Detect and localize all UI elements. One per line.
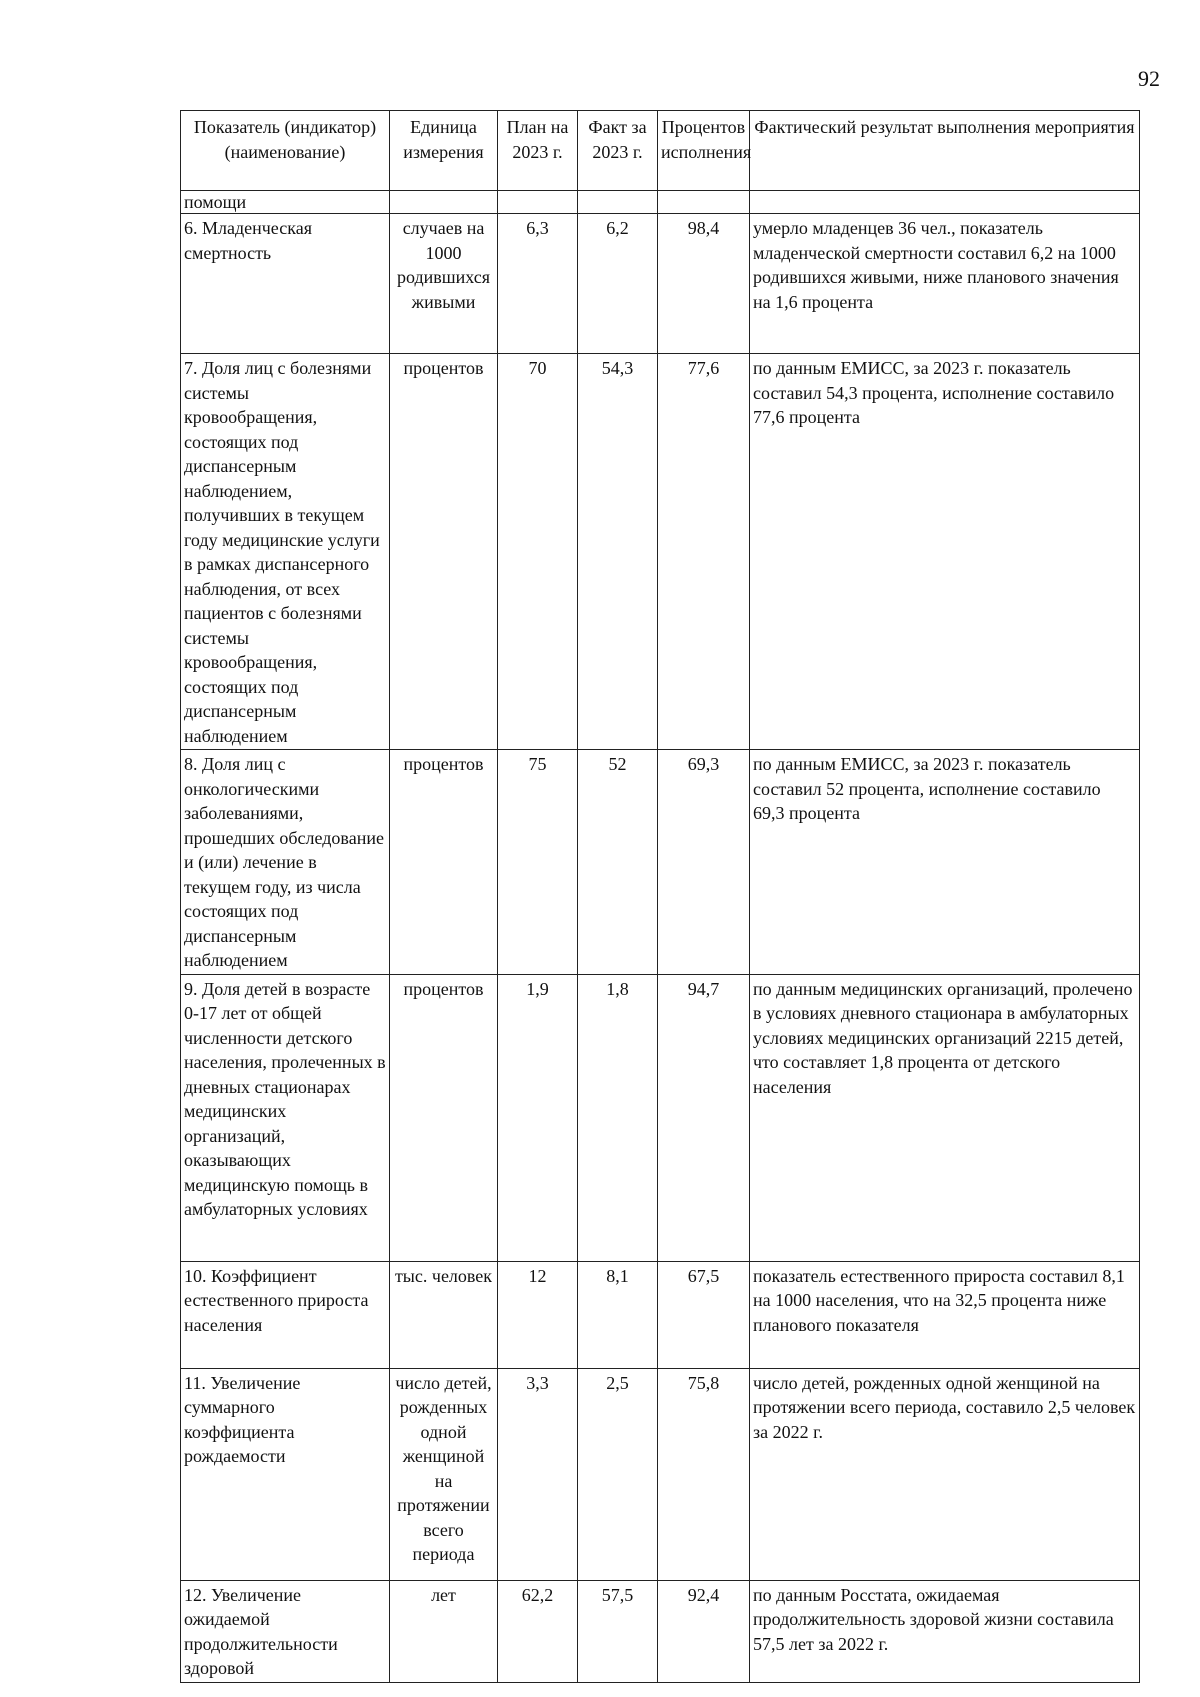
percent-cell: 77,6 bbox=[658, 354, 750, 750]
header-fact: Факт за 2023 г. bbox=[578, 111, 658, 191]
indicator-cell: 7. Доля лиц с болезнями системы кровообращения, состоящих под диспансерным наблюдением, получивших в текущем году медицинские услуги в рамках диспансерного наблюдения, от всех пациентов с болезнями системы кровообращения, состоящих под диспансерным наблюдением bbox=[181, 354, 390, 750]
continuation-text: помощи bbox=[181, 191, 390, 214]
indicator-cell: 12. Увеличение ожидаемой продолжительности здоровой bbox=[181, 1580, 390, 1682]
header-unit: Единица измерения bbox=[390, 111, 498, 191]
indicator-cell: 8. Доля лиц с онкологическими заболеваниями, прошедших обследование и (или) лечение в текущем году, из числа состоящих под диспансерным наблюдением bbox=[181, 750, 390, 975]
fact-cell: 52 bbox=[578, 750, 658, 975]
fact-cell: 6,2 bbox=[578, 214, 658, 354]
plan-cell: 6,3 bbox=[498, 214, 578, 354]
plan-cell: 75 bbox=[498, 750, 578, 975]
result-cell: по данным ЕМИСС, за 2023 г. показатель составил 52 процента, исполнение составило 69,3 процента bbox=[750, 750, 1140, 975]
unit-cell: процентов bbox=[390, 354, 498, 750]
table-row-continuation bbox=[181, 191, 1140, 214]
table-row bbox=[181, 974, 1140, 1261]
result-cell: по данным медицинских организаций, пролечено в условиях дневного стационара в амбулаторных условиях медицинских организаций 2215 детей, что составляет 1,8 процента от детского населения bbox=[750, 974, 1140, 1261]
table-header-row bbox=[181, 111, 1140, 191]
table-row bbox=[181, 214, 1140, 354]
plan-cell: 3,3 bbox=[498, 1368, 578, 1580]
unit-cell: число детей, рожденных одной женщиной на протяжении всего периода bbox=[390, 1368, 498, 1580]
header-plan: План на 2023 г. bbox=[498, 111, 578, 191]
indicator-cell: 9. Доля детей в возрасте 0-17 лет от общей численности детского населения, пролеченных в дневных стационарах медицинских организаций, оказывающих медицинскую помощь в амбулаторных условиях bbox=[181, 974, 390, 1261]
fact-cell: 2,5 bbox=[578, 1368, 658, 1580]
fact-cell: 54,3 bbox=[578, 354, 658, 750]
plan-cell: 12 bbox=[498, 1261, 578, 1368]
plan-cell: 62,2 bbox=[498, 1580, 578, 1682]
unit-cell: процентов bbox=[390, 974, 498, 1261]
result-cell: по данным ЕМИСС, за 2023 г. показатель составил 54,3 процента, исполнение составило 77,6 процента bbox=[750, 354, 1140, 750]
indicator-cell: 6. Младенческая смертность bbox=[181, 214, 390, 354]
result-cell: по данным Росстата, ожидаемая продолжительность здоровой жизни составила 57,5 лет за 2022 г. bbox=[750, 1580, 1140, 1682]
table-row bbox=[181, 750, 1140, 975]
fact-cell: 1,8 bbox=[578, 974, 658, 1261]
fact-cell: 57,5 bbox=[578, 1580, 658, 1682]
table-row bbox=[181, 1261, 1140, 1368]
table-row bbox=[181, 1580, 1140, 1682]
result-cell: умерло младенцев 36 чел., показатель младенческой смертности составил 6,2 на 1000 родившихся живыми, ниже планового значения на 1,6 процента bbox=[750, 214, 1140, 354]
indicators-table bbox=[180, 110, 1140, 1683]
plan-cell: 1,9 bbox=[498, 974, 578, 1261]
percent-cell: 69,3 bbox=[658, 750, 750, 975]
percent-cell: 94,7 bbox=[658, 974, 750, 1261]
header-result: Фактический результат выполнения мероприятия bbox=[750, 111, 1140, 191]
page-number: 92 bbox=[1138, 66, 1160, 91]
table-row bbox=[181, 354, 1140, 750]
indicator-cell: 10. Коэффициент естественного прироста населения bbox=[181, 1261, 390, 1368]
header-percent: Процентов исполнения bbox=[658, 111, 750, 191]
result-cell: показатель естественного прироста составил 8,1 на 1000 населения, что на 32,5 процента ниже планового показателя bbox=[750, 1261, 1140, 1368]
unit-cell: случаев на 1000 родившихся живыми bbox=[390, 214, 498, 354]
table-row bbox=[181, 1368, 1140, 1580]
percent-cell: 67,5 bbox=[658, 1261, 750, 1368]
unit-cell: тыс. человек bbox=[390, 1261, 498, 1368]
unit-cell: лет bbox=[390, 1580, 498, 1682]
plan-cell: 70 bbox=[498, 354, 578, 750]
percent-cell: 98,4 bbox=[658, 214, 750, 354]
header-indicator: Показатель (индикатор) (наименование) bbox=[181, 111, 390, 191]
unit-cell: процентов bbox=[390, 750, 498, 975]
result-cell: число детей, рожденных одной женщиной на протяжении всего периода, составило 2,5 человек за 2022 г. bbox=[750, 1368, 1140, 1580]
percent-cell: 92,4 bbox=[658, 1580, 750, 1682]
fact-cell: 8,1 bbox=[578, 1261, 658, 1368]
indicator-cell: 11. Увеличение суммарного коэффициента рождаемости bbox=[181, 1368, 390, 1580]
percent-cell: 75,8 bbox=[658, 1368, 750, 1580]
